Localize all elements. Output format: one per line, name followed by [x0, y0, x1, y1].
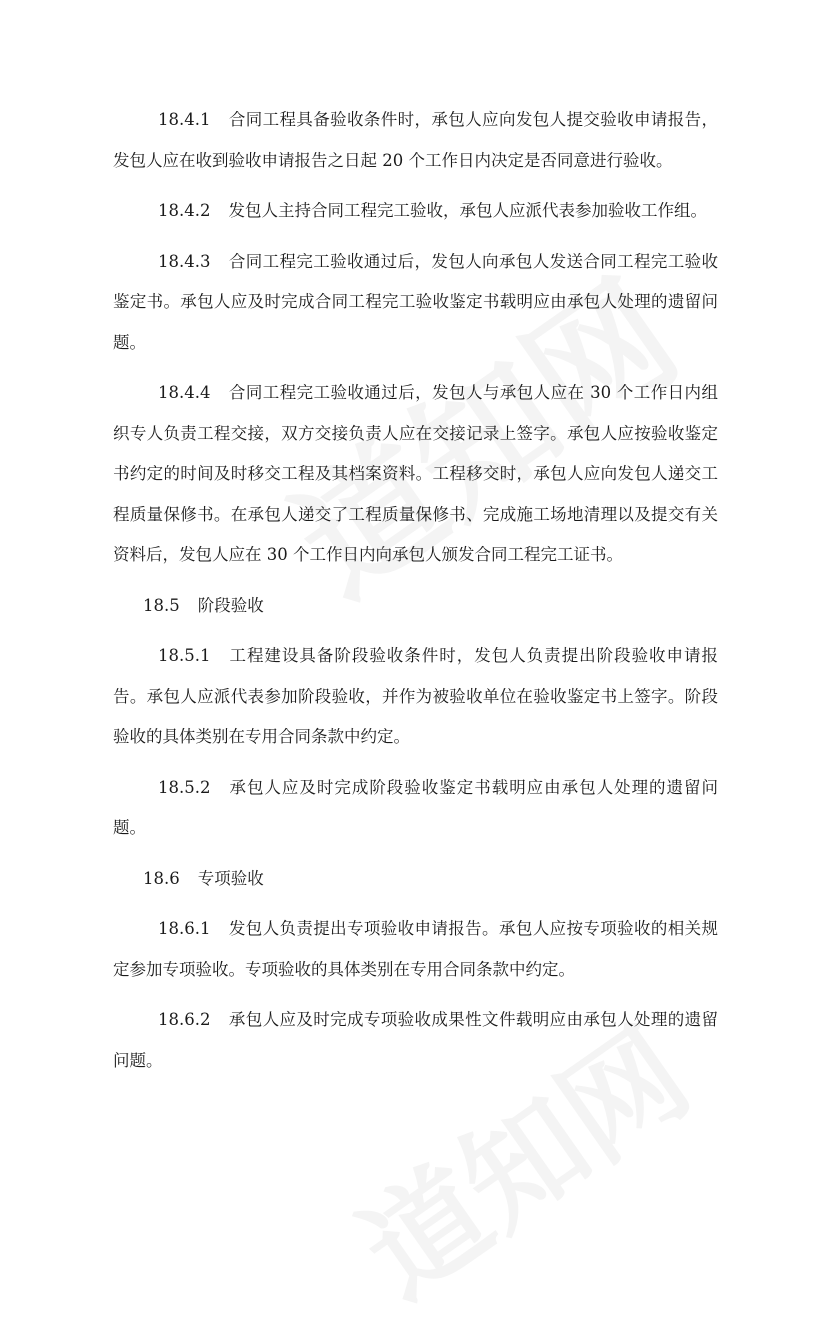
clause-18-5-2 — [113, 768, 718, 849]
clause-text: 发包人负责提出专项验收申请报告。承包人应按专项验收的相关规定参加专项验收。专项验收的具体类别在专用合同条款中约定。 — [113, 919, 718, 979]
clause-number: 18.4.3 — [158, 251, 211, 271]
clause-18-6-1 — [113, 909, 718, 990]
clause-number: 18.5.2 — [158, 777, 211, 797]
clause-18-4-4 — [113, 373, 718, 576]
clause-text: 工程建设具备阶段验收条件时，发包人负责提出阶段验收申请报告。承包人应派代表参加阶段验收，并作为被验收单位在验收鉴定书上签字。阶段验收的具体类别在专用合同条款中约定。 — [113, 646, 718, 746]
section-title: 阶段验收 — [197, 595, 264, 615]
clause-18-6-2 — [113, 1000, 718, 1081]
section-number: 18.5 — [143, 595, 180, 615]
clause-text: 合同工程完工验收通过后，发包人与承包人应在 30 个工作日内组织专人负责工程交接，双方交接负责人应在交接记录上签字。承包人应按验收鉴定书约定的时间及时移交工程及其档案资料。工程移交时，承包人应向发包人递交工程质量保修书。在承包人递交了工程质量保修书、完成施工场地清理以及提交有关资料后，发包人应在 30 个工作日内向承包人颁发合同工程完工证书。 — [113, 383, 718, 564]
clause-text: 承包人应及时完成专项验收成果性文件载明应由承包人处理的遗留问题。 — [113, 1010, 718, 1070]
clause-number: 18.4.1 — [158, 110, 211, 129]
clause-text: 合同工程具备验收条件时，承包人应向发包人提交验收申请报告，发包人应在收到验收申请报告之日起 20 个工作日内决定是否同意进行验收。 — [113, 110, 718, 170]
clause-number: 18.6.1 — [158, 919, 211, 938]
section-heading-18-5 — [113, 586, 718, 627]
clause-18-4-1 — [113, 100, 718, 181]
clause-text: 发包人主持合同工程完工验收，承包人应派代表参加验收工作组。 — [228, 201, 707, 220]
clause-number: 18.4.4 — [158, 383, 211, 402]
clause-text: 合同工程完工验收通过后，发包人向承包人发送合同工程完工验收鉴定书。承包人应及时完成合同工程完工验收鉴定书载明应由承包人处理的遗留问题。 — [113, 251, 718, 352]
clause-number: 18.4.2 — [158, 201, 211, 220]
clause-18-5-1 — [113, 636, 718, 758]
section-number: 18.6 — [143, 868, 180, 888]
clause-number: 18.5.1 — [158, 646, 211, 665]
clause-18-4-2 — [113, 191, 718, 232]
section-heading-18-6 — [113, 859, 718, 900]
clause-text: 承包人应及时完成阶段验收鉴定书载明应由承包人处理的遗留问题。 — [113, 777, 718, 837]
clause-18-4-3 — [113, 242, 718, 364]
document-body — [113, 100, 718, 1091]
section-title: 专项验收 — [197, 868, 264, 888]
clause-number: 18.6.2 — [158, 1010, 211, 1029]
